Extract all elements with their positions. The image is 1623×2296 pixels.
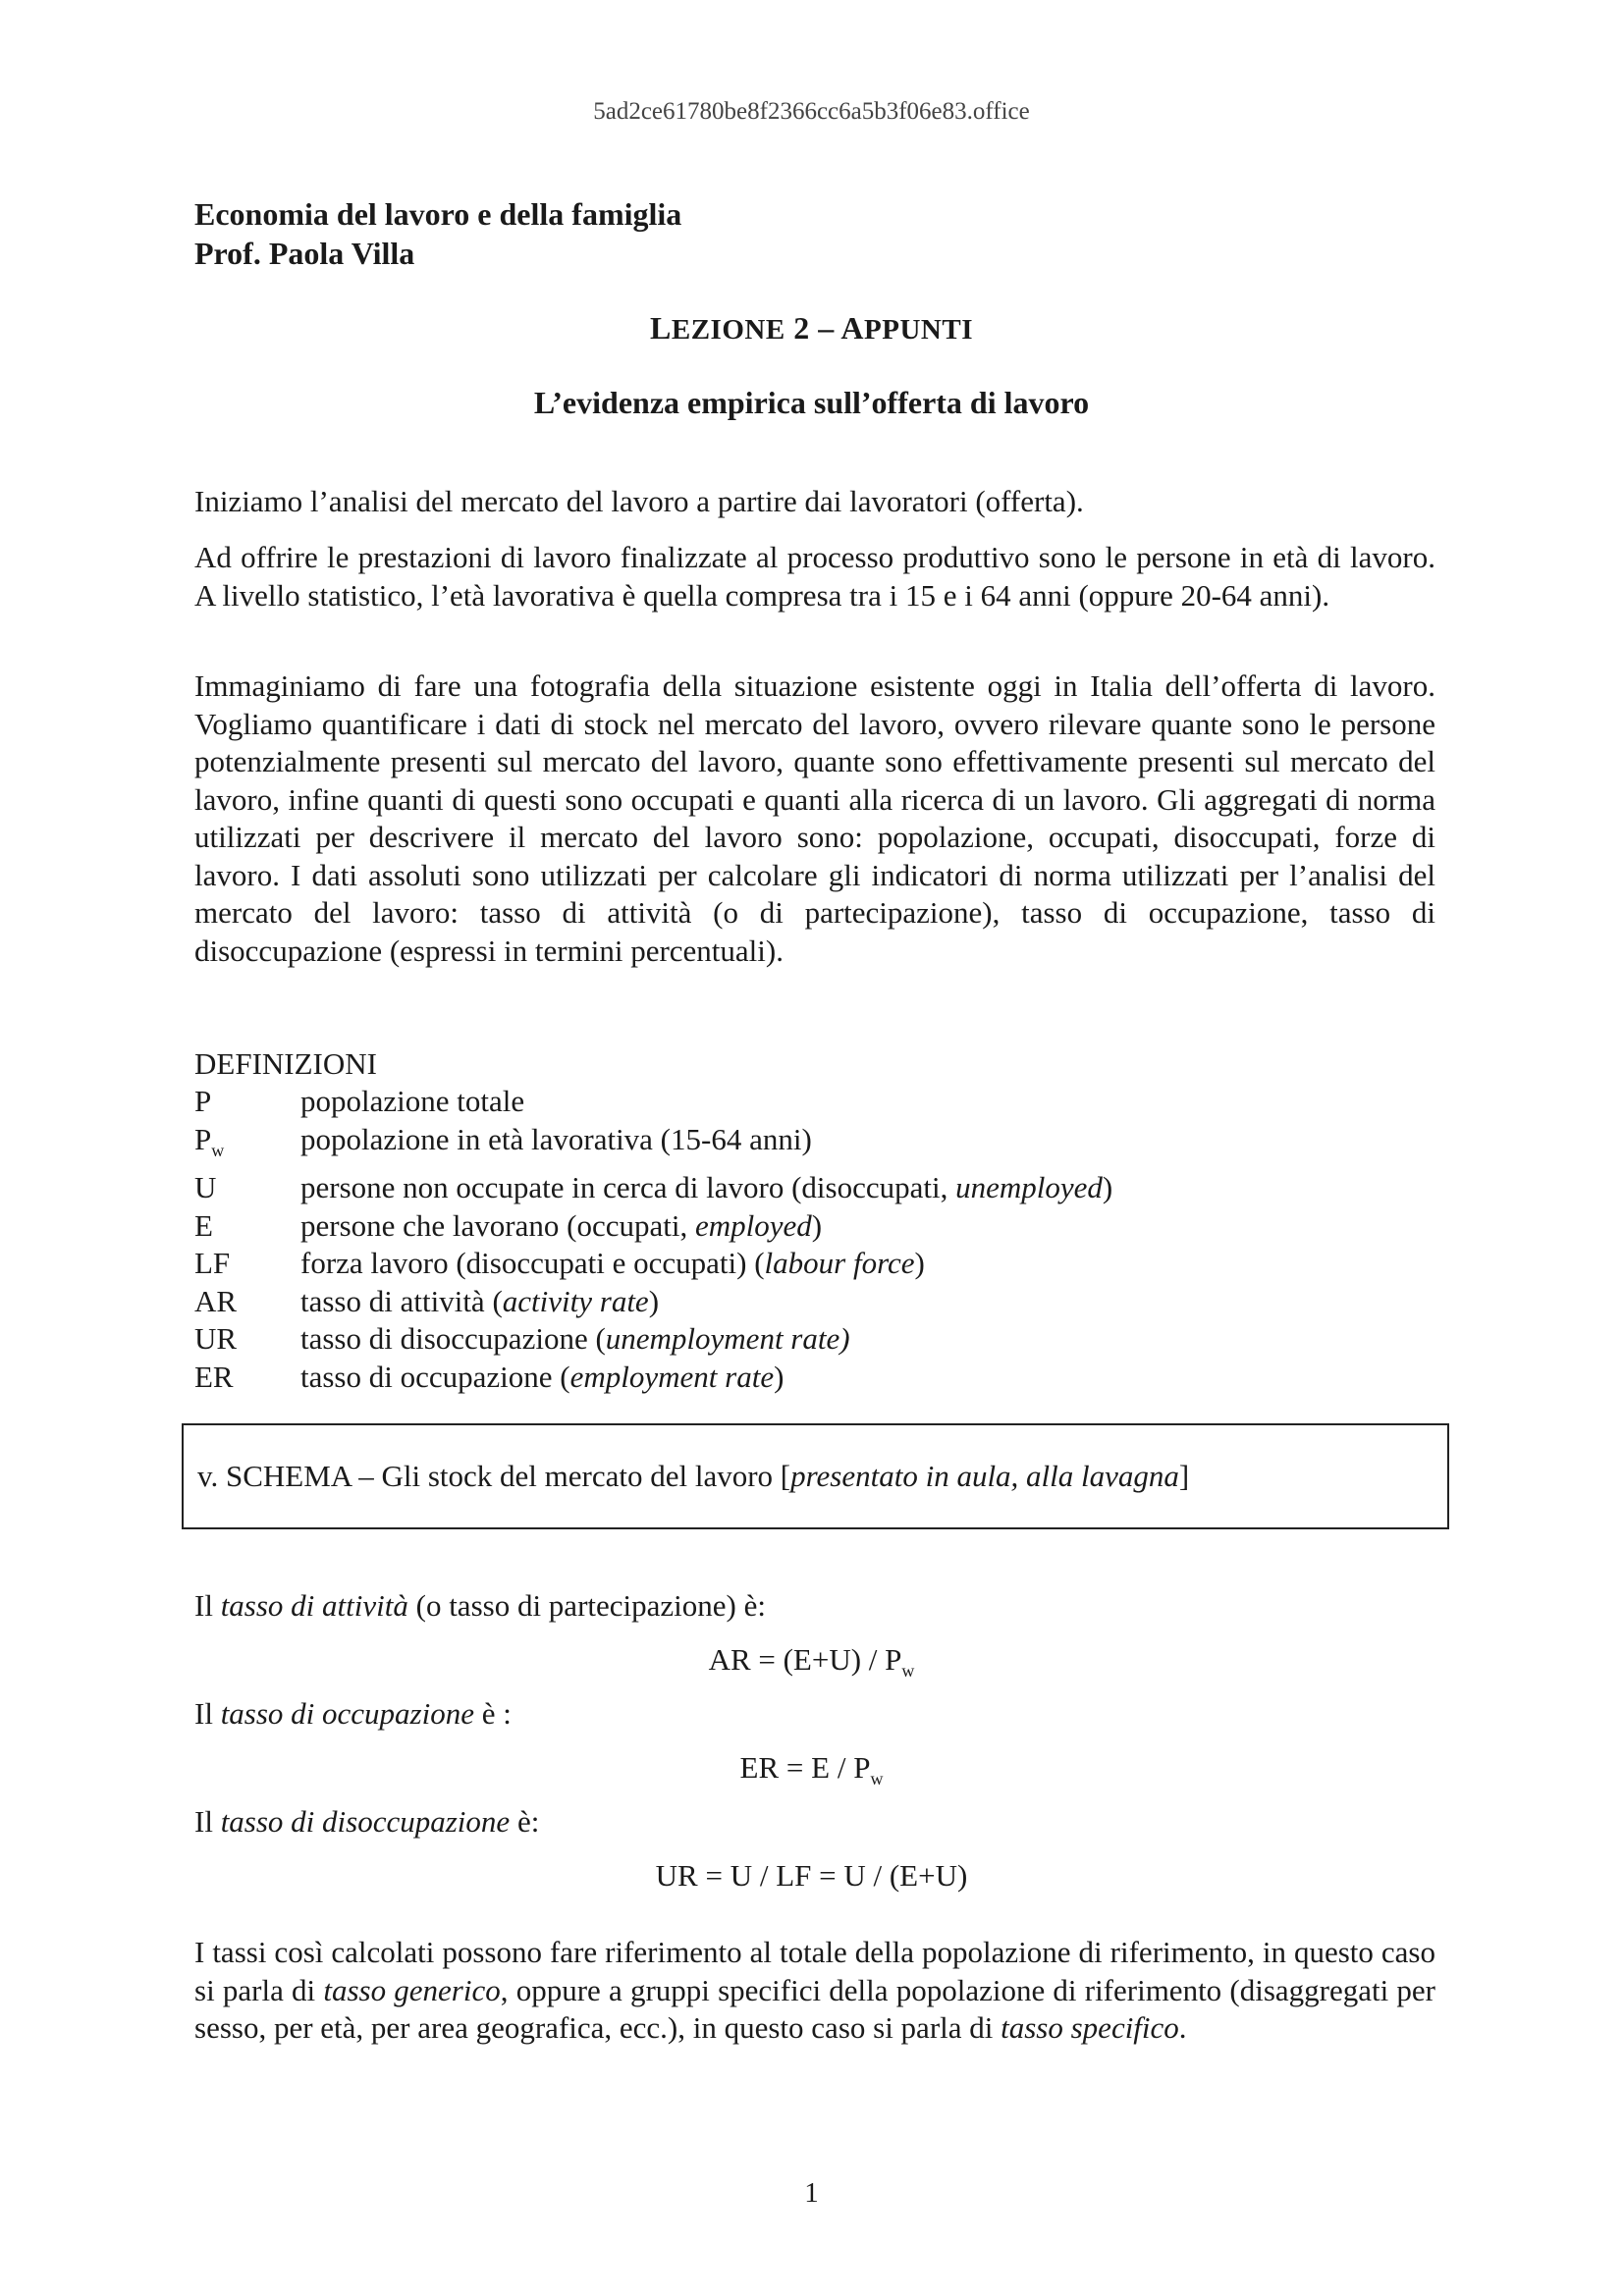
- definition-row: UR tasso di disoccupazione (unemployment rate): [194, 1321, 850, 1357]
- page-number: 1: [804, 2177, 819, 2209]
- definitions-title: DEFINIZIONI: [194, 1046, 377, 1081]
- activity-rate-formula: AR = $(E+U) / P_w$: [708, 1642, 915, 1682]
- course-name: Economia del lavoro e della famiglia: [194, 196, 682, 232]
- definition-row: LF forza lavoro (disoccupati e occupati) (labour force): [194, 1246, 925, 1281]
- definitions-list: [194, 1083, 1112, 1396]
- employment-rate-intro: Il tasso di occupazione è :: [194, 1696, 512, 1731]
- schema-text: v. SCHEMA – Gli stock del mercato del lavoro [presentato in aula, alla lavagna]: [197, 1459, 1190, 1493]
- activity-rate-intro: Il tasso di attività (o tasso di partecipazione) è:: [194, 1588, 766, 1623]
- course-block: [194, 194, 681, 273]
- employment-rate-formula: ER = E / $P_w$: [739, 1750, 884, 1789]
- schema-box: [182, 1423, 1449, 1529]
- professor-name: Prof. Paola Villa: [194, 236, 415, 271]
- definition-row: P popolazione totale: [194, 1084, 525, 1118]
- definition-row: AR tasso di attività (activity rate): [194, 1283, 660, 1318]
- definition-row: U persone non occupate in cerca di lavoro (disoccupati, unemployed): [194, 1170, 1113, 1205]
- definition-row: E persone che lavorano (occupati, employed): [194, 1207, 823, 1243]
- document-id-header: 5ad2ce61780be8f2366cc6a5b3f06e83.office: [593, 98, 1030, 125]
- unemployment-rate-formula: UR = U / LF = U / (E+U): [655, 1858, 968, 1893]
- paragraph-working-age: Ad offrire le prestazioni di lavoro finalizzate al processo produttivo sono le persone in età di lavoro. A livello statistico, l’età lavorativa è quella compresa tra i 15 e i 64 anni (oppure 20-64 anni).: [194, 540, 1435, 613]
- definition-row: $P_w$ popolazione in età lavorativa (15-64 anni): [194, 1121, 812, 1160]
- lesson-title: LEZIONE 2 – APPUNTI: [650, 310, 973, 346]
- unemployment-rate-intro: Il tasso di disoccupazione è:: [194, 1804, 540, 1839]
- lesson-subtitle: L’evidenza empirica sull’offerta di lavoro: [533, 385, 1090, 420]
- paragraph-intro: Iniziamo l’analisi del mercato del lavoro a partire dai lavoratori (offerta).: [194, 484, 1084, 518]
- paragraph-stock-data: Immaginiamo di fare una fotografia della situazione esistente oggi in Italia dell’offerta di lavoro. Vogliamo quantificare i dati di stock nel mercato del lavoro, ovvero rilevare quante sono le persone potenzialmente presenti sul mercato del lavoro, quante sono effettivamente presenti sul mercato del lavoro, infine quanti di questi sono occupati e quanti alla ricerca di un lavoro. Gli aggregati di norma utilizzati per descrivere il mercato del lavoro sono: popolazione, occupati, disoccupati, forze di lavoro. I dati assoluti sono utilizzati per calcolare gli indicatori di norma utilizzati per l’analisi del mercato del lavoro: tasso di attività (o di partecipazione), tasso di occupazione, tasso di disoccupazione (espressi in termini percentuali).: [194, 668, 1435, 968]
- paragraph-rates: I tassi così calcolati possono fare riferimento al totale della popolazione di riferimento, in questo caso si parla di tasso generico, oppure a gruppi specifici della popolazione di riferimento (disaggregati per sesso, per età, per area geografica, ecc.), in questo caso si parla di tasso specifico.: [194, 1935, 1435, 2045]
- definition-row: ER tasso di occupazione (employment rate): [194, 1359, 784, 1394]
